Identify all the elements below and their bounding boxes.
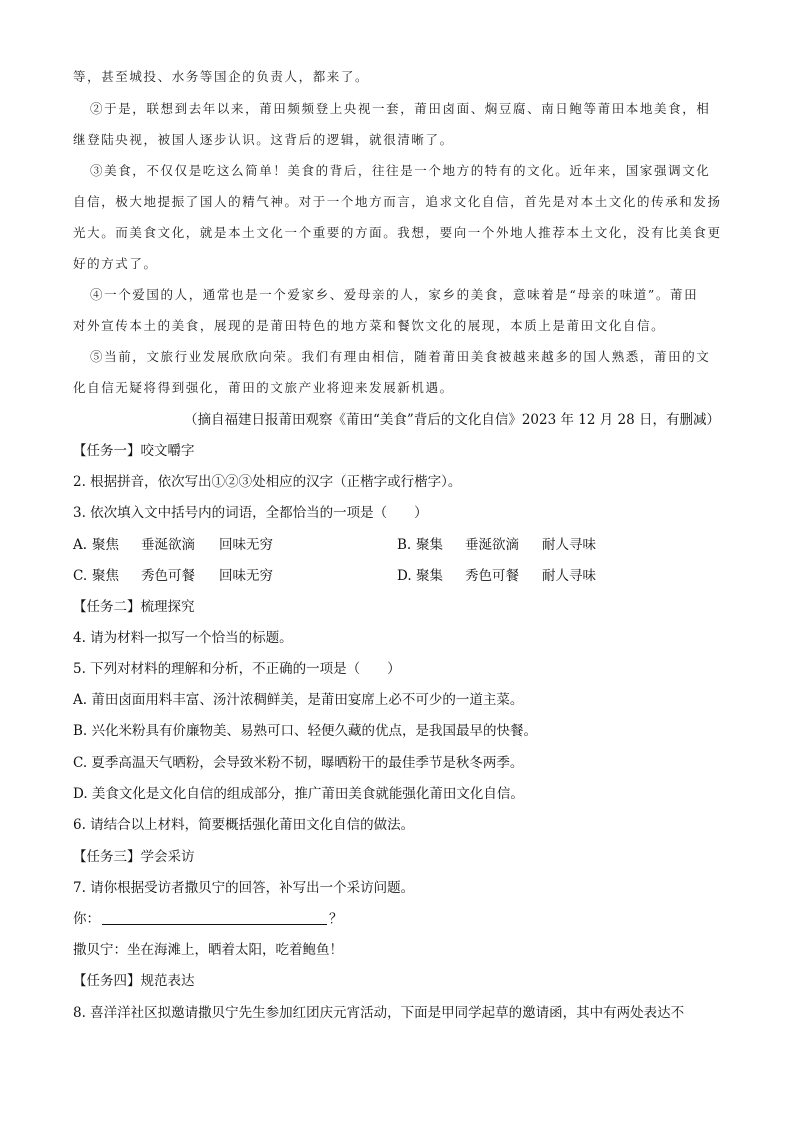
option-word: 耐人寻味	[542, 568, 596, 584]
option-word: 秀色可餐	[141, 568, 195, 584]
question-6: 6. 请结合以上材料，简要概括强化莆田文化自信的做法。	[73, 817, 415, 833]
option-label: D.	[397, 568, 412, 584]
passage-line: 光大。而美食文化，就是本土文化一个重要的方面。我想，要向一个外地人推荐本土文化，没有比美食更	[73, 225, 722, 240]
q5-option-c: C. 夏季高温天气晒粉，会导致米粉不韧，曝晒粉干的最佳季节是秋冬两季。	[73, 755, 524, 771]
option-word: 耐人寻味	[542, 537, 596, 553]
option-word: 聚集	[416, 568, 443, 584]
question-2: 2. 根据拼音，依次写出①②③处相应的汉字（正楷字或行楷字）。	[73, 474, 462, 490]
q5-option-d: D. 美食文化是文化自信的组成部分，推广莆田美食就能强化莆田文化自信。	[73, 786, 524, 802]
source-citation: （摘自福建日报莆田观察《莆田“美食”背后的文化自信》2023 年 12 月 28 日，有删减）	[184, 412, 720, 428]
question-5: 5. 下列对材料的理解和分析，不正确的一项是（ ）	[73, 661, 401, 677]
passage-line: 化自信无疑将得到强化，莆田的文旅产业将迎来发展新机遇。	[73, 380, 454, 395]
question-3: 3. 依次填入文中括号内的词语，全都恰当的一项是（ ）	[73, 505, 428, 521]
option-word: 秀色可餐	[465, 568, 519, 584]
option-label: C.	[73, 568, 88, 584]
option-word: 聚焦	[92, 568, 119, 584]
question-7: 7. 请你根据受访者撒贝宁的回答，补写出一个采访问题。	[73, 880, 415, 896]
option-word: 回味无穷	[219, 568, 273, 584]
task4-header: 【任务四】规范表达	[73, 973, 195, 989]
passage-line: ⑤当前，文旅行业发展欣欣向荣。我们有理由相信，随着莆田美食被越来越多的国人熟悉，莆田的文	[90, 349, 711, 364]
option-label: A.	[73, 537, 88, 553]
passage-line: 自信，极大地提振了国人的精气神。对于一个地方而言，追求文化自信，首先是对本土文化的传承和发扬	[73, 194, 722, 209]
passage-line: ②于是，联想到去年以来，莆田频频登上央视一套，莆田卤面、焖豆腐、南日鲍等莆田本地美食，相	[90, 101, 711, 116]
question-8: 8. 喜洋洋社区拟邀请撒贝宁先生参加红团庆元宵活动，下面是甲同学起草的邀请函，其中有两处表达不	[73, 1005, 685, 1021]
passage-line: 继登陆央视，被国人逐步认识。这背后的逻辑，就很清晰了。	[73, 132, 454, 147]
passage-line: 等，甚至城投、水务等国企的负责人，都来了。	[73, 69, 370, 84]
passage-line: 对外宣传本土的美食，展现的是莆田特色的地方菜和餐饮文化的展现，本质上是莆田文化自信。	[73, 318, 666, 333]
option-word: 垂涎欲滴	[465, 537, 519, 553]
task3-header: 【任务三】学会采访	[73, 849, 195, 865]
option-word: 垂涎欲滴	[141, 537, 195, 553]
q5-option-a: A. 莆田卤面用料丰富、汤汁浓稠鲜美，是莆田宴席上必不可少的一道主菜。	[73, 692, 524, 708]
option-word: 聚焦	[92, 537, 119, 553]
option-word: 回味无穷	[219, 537, 273, 553]
answer-blank[interactable]	[102, 910, 327, 925]
interview-question-row	[73, 910, 343, 928]
interview-answer: 撒贝宁：坐在海滩上，晒着太阳，吃着鲍鱼！	[73, 942, 343, 958]
option-label: B.	[397, 537, 412, 553]
q5-option-b: B. 兴化米粉具有价廉物美、易熟可口、轻便久藏的优点，是我国最早的快餐。	[73, 723, 538, 739]
option-word: 聚集	[416, 537, 443, 553]
passage-line: ④一个爱国的人，通常也是一个爱家乡、爱母亲的人，家乡的美食，意味着是“母亲的味道”。莆田	[90, 287, 699, 302]
you-label: 你：	[73, 911, 100, 927]
passage-line: 好的方式了。	[73, 256, 158, 271]
question-4: 4. 请为材料一拟写一个恰当的标题。	[73, 630, 293, 646]
passage-line: ③美食，不仅仅是吃这么简单！美食的背后，往往是一个地方的特有的文化。近年来，国家强调文化	[90, 163, 711, 178]
task1-header: 【任务一】咬文嚼字	[73, 443, 195, 459]
task2-header: 【任务二】梳理探究	[73, 599, 195, 615]
question-mark: ？	[329, 911, 343, 927]
